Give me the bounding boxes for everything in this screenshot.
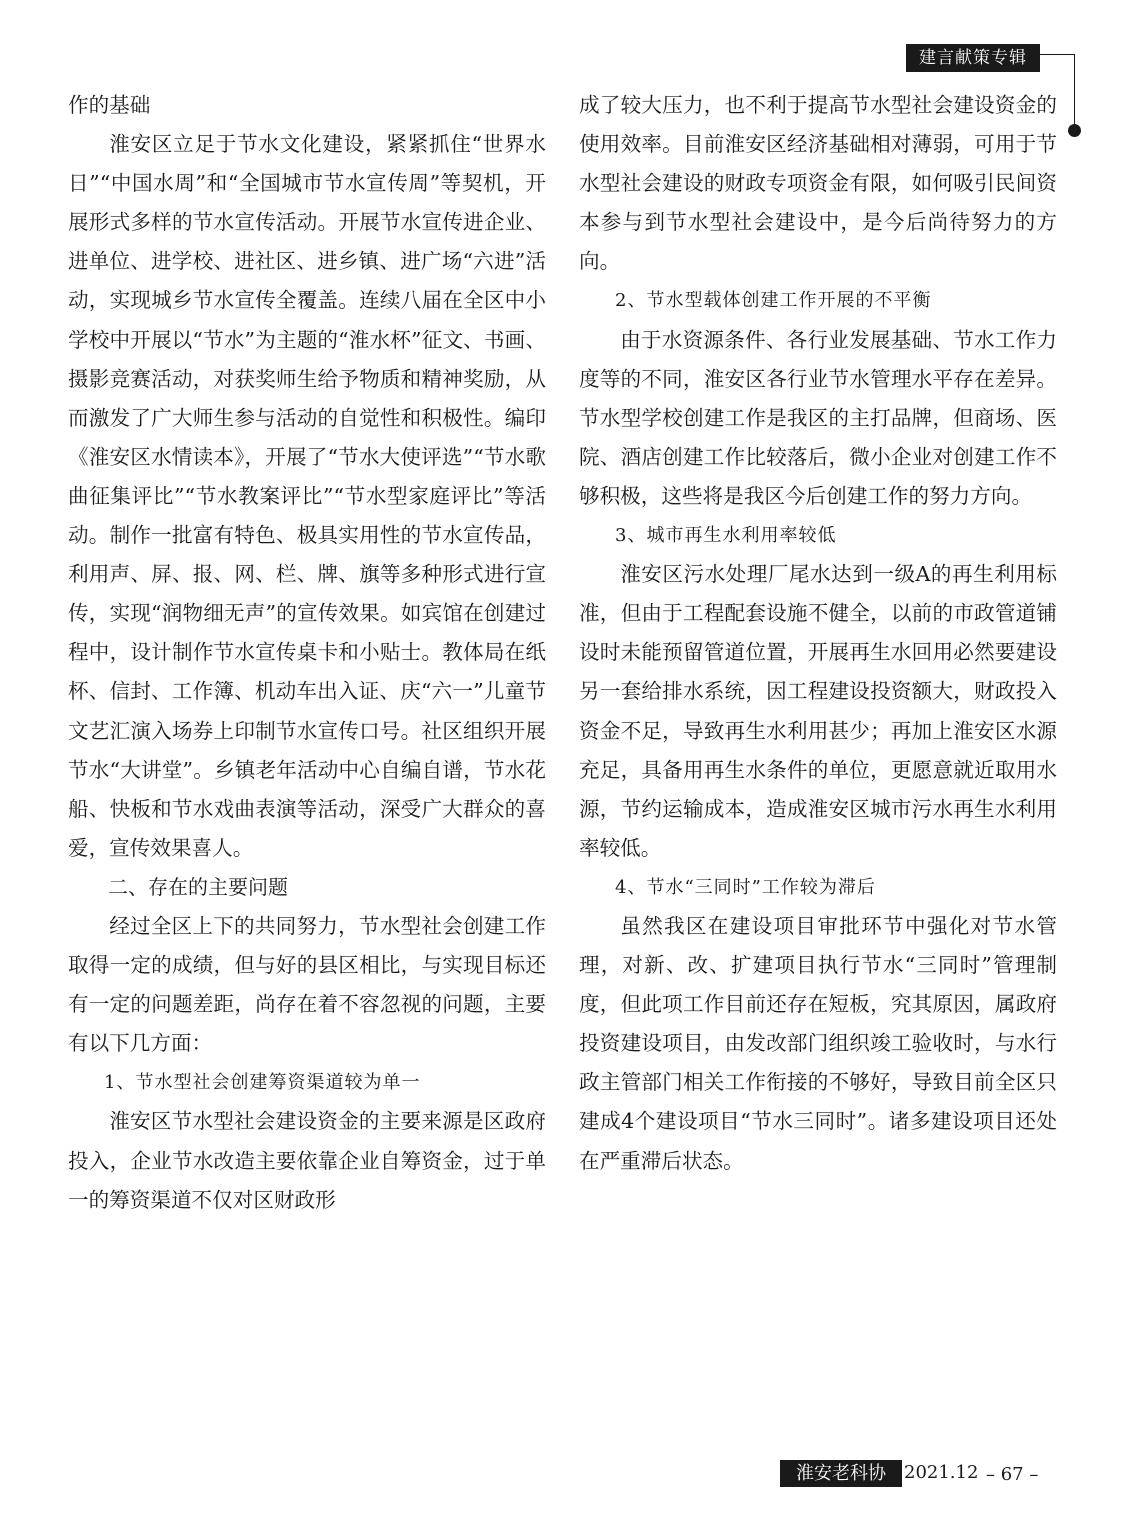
page-number: – 67 – [986,1464,1039,1485]
right-column [579,86,1057,1181]
paragraph: 淮安区节水型社会建设资金的主要来源是区政府投入，企业节水改造主要依靠企业自筹资金，过于单一的筹资渠道不仅对区财政形 [68,1109,546,1212]
header-rule-horizontal [1040,54,1074,55]
journal-name: 淮安老科协 [780,1460,902,1487]
subsection-heading: 2、节水型载体创建工作开展的不平衡 [615,290,932,312]
continuation-text: 作的基础 [68,93,151,117]
subsection-heading: 3、城市再生水利用率较低 [615,525,837,547]
header-bullet-dot [1068,124,1081,137]
paragraph: 虽然我区在建设项目审批环节中强化对节水管理，对新、改、扩建项目执行节水“三同时”管理制度，但此项工作目前还存在短板，究其原因，属政府投资建设项目，由发改部门组织竣工验收时，与水行政主管部门相关工作衔接的不够好，导致目前全区只建成4个建设项目“节水三同时”。诸多建设项目还处在严重滞后状态。 [579,913,1057,1173]
section-tag: 建言献策专辑 [906,44,1040,72]
header-rule-vertical [1074,54,1075,130]
paragraph: 由于水资源条件、各行业发展基础、节水工作力度等的不同，淮安区各行业节水管理水平存在差异。节水型学校创建工作是我区的主打品牌，但商场、医院、酒店创建工作比较落后，微小企业对创建工作不够积极，这些将是我区今后创建工作的努力方向。 [579,327,1057,508]
section-heading: 二、存在的主要问题 [108,874,288,899]
subsection-heading: 4、节水“三同时”工作较为滞后 [615,876,876,898]
paragraph: 经过全区上下的共同努力，节水型社会创建工作取得一定的成绩，但与好的县区相比，与实现目标还有一定的问题差距，尚存在着不容忽视的问题，主要有以下几方面： [68,913,546,1056]
continuation-text: 成了较大压力，也不利于提高节水型社会建设资金的使用效率。目前淮安区经济基础相对薄弱，可用于节水型社会建设的财政专项资金有限，如何吸引民间资本参与到节水型社会建设中，是今后尚待努力的方向。 [579,93,1057,274]
paragraph: 淮安区污水处理厂尾水达到一级A的再生利用标准，但由于工程配套设施不健全，以前的市政管道铺设时未能预留管道位置，开展再生水回用必然要建设另一套给排水系统，因工程建设投资额大，财政投入资金不足，导致再生水利用甚少；再加上淮安区水源充足，具备用再生水条件的单位，更愿意就近取用水源，节约运输成本，造成淮安区城市污水再生水利用率较低。 [579,562,1057,860]
subsection-heading: 1、节水型社会创建筹资渠道较为单一 [104,1072,421,1094]
issue-date: 2021.12 [904,1462,979,1483]
paragraph: 淮安区立足于节水文化建设，紧紧抓住“世界水日”“中国水周”和“全国城市节水宣传周”等契机，开展形式多样的节水宣传活动。开展节水宣传进企业、进单位、进学校、进社区、进乡镇、进广场“六进”活动，实现城乡节水宣传全覆盖。连续八届在全区中小学校中开展以“节水”为主题的“淮水杯”征文、书画、摄影竞赛活动，对获奖师生给予物质和精神奖励，从而激发了广大师生参与活动的自觉性和积极性。编印《淮安区水情读本》，开展了“节水大使评选”“节水歌曲征集评比”“节水教案评比”“节水型家庭评比”等活动。制作一批富有特色、极具实用性的节水宣传品，利用声、屏、报、网、栏、牌、旗等多种形式进行宣传，实现“润物细无声”的宣传效果。如宾馆在创建过程中，设计制作节水宣传桌卡和小贴士。教体局在纸杯、信封、工作簿、机动车出入证、庆“六一”儿童节文艺汇演入场券上印制节水宣传口号。社区组织开展节水“大讲堂”。乡镇老年活动中心自编自谱，节水花船、快板和节水戏曲表演等活动，深受广大群众的喜爱，宣传效果喜人。 [68,132,546,860]
left-column [68,86,546,1220]
